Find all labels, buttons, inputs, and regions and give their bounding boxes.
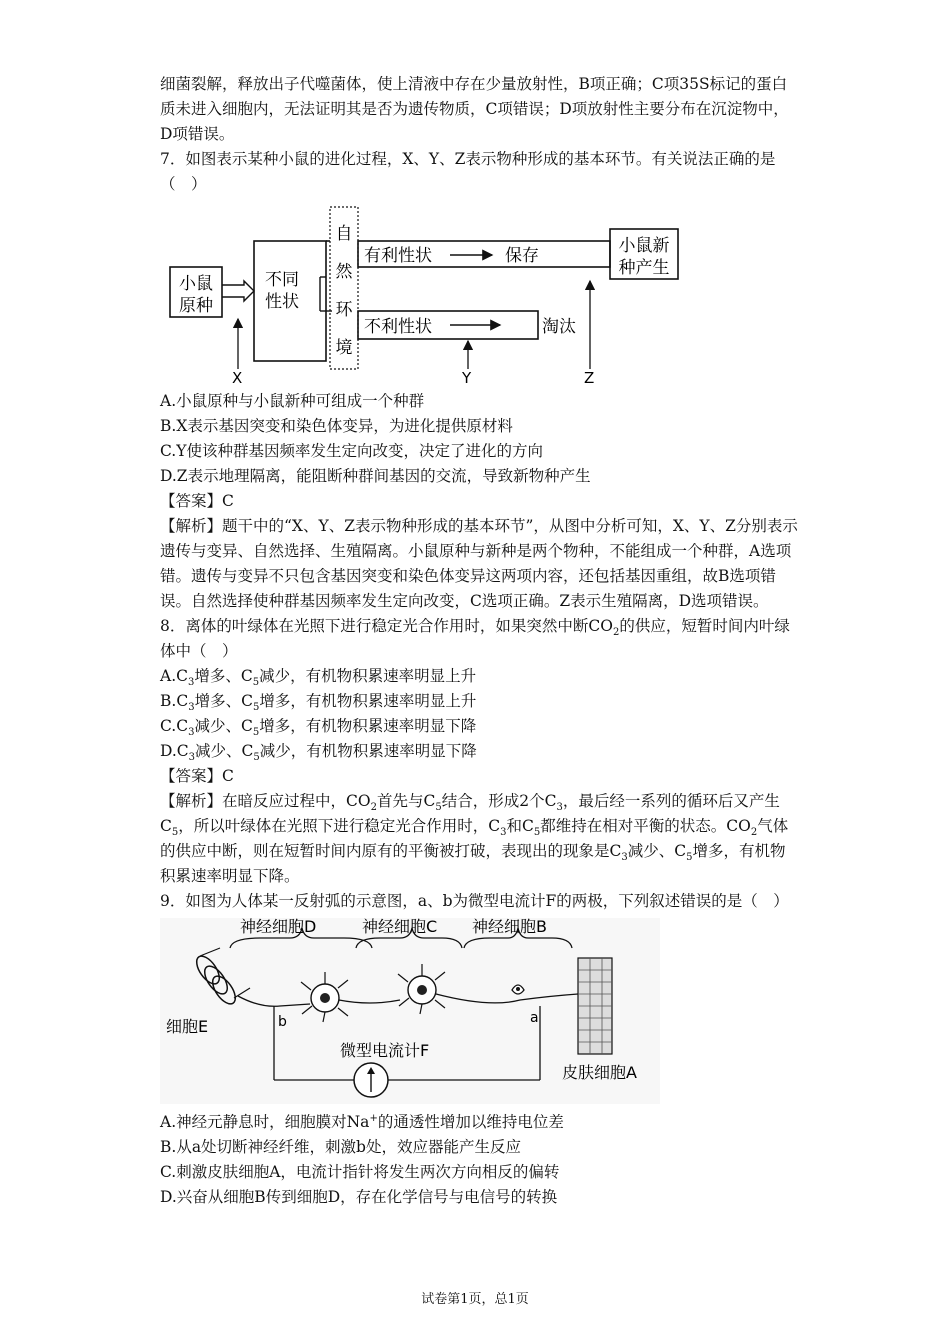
option-9b: B.从a处切断神经纤维，刺激b处，效应器能产生反应 [160,1138,521,1156]
question-9-stem: 9．如图为人体某一反射弧的示意图，a、b为微型电流计F的两极，下列叙述错误的是（ ） [160,892,789,910]
label-z: Z [584,369,595,383]
answer-8: 【答案】C [160,767,234,785]
svg-text:原种: 原种 [179,296,213,316]
label-pole-a: a [530,1010,539,1026]
label-cell-e: 细胞E [166,1017,209,1036]
label-keep: 保存 [505,246,539,266]
label-bad: 不利性状 [364,317,432,337]
question-8-stem: 8．离体的叶绿体在光照下进行稳定光合作用时，如果突然中断$CO_2$的供应，短暂时间内叶绿体中（ ） [160,617,790,660]
label-elim: 淘汰 [542,317,576,337]
option-9a: A.神经元静息时，细胞膜对Na+的通透性增加以维持电位差 [160,1112,564,1131]
option-8b: $B.C_3$增多、$C_5$增多，有机物积累速率明显上升 [160,692,477,714]
option-8c: $C.C_3$减少、$C_5$增多，有机物积累速率明显下降 [160,717,477,739]
label-new-species: 小鼠新 [618,236,670,256]
label-good: 有利性状 [364,246,432,266]
svg-text:种产生: 种产生 [618,258,670,278]
svg-text:环: 环 [335,300,353,320]
option-9c: C.刺激皮肤细胞A，电流计指针将发生两次方向相反的偏转 [160,1163,560,1181]
label-x: X [232,369,243,383]
label-pole-b: b [278,1014,287,1030]
option-7a: A.小鼠原种与小鼠新种可组成一个种群 [160,392,425,410]
label-origin: 小鼠 [179,274,213,294]
page-footer: 试卷第1页，总1页 [421,1292,529,1307]
mouse-evolution-diagram [160,201,800,383]
label-skin-a: 皮肤细胞A [562,1063,637,1082]
document-body [160,72,800,1210]
label-neuron-c: 神经细胞C [362,918,438,936]
reflex-arc-diagram [160,918,660,1104]
option-8a: $A.C_3$增多、$C_5$减少，有机物积累速率明显上升 [160,667,477,689]
figure-mouse-evolution [160,201,800,383]
explanation-8: 【解析】在暗反应过程中，$CO_2$首先与$C_5$结合，形成2个$C_3$，最后经一系列的循环后又产生$C_5$，所以叶绿体在光照下进行稳定光合作用时，$C_3$和$C_5$都维持在相对平衡的状态。$CO_2$气体的供应中断，则在短暂时间内原有的平衡被打破，表现出的现象是$C_3$减少、$C_5$增多，有机物积累速率明显下降。 [160,792,789,885]
label-meter-f: 微型电流计F [340,1041,430,1060]
svg-text:境: 境 [335,338,353,358]
label-neuron-b: 神经细胞B [472,918,547,936]
label-diff: 不同 [265,270,299,290]
figure-reflex-arc [160,918,800,1104]
skin-cell-a [578,958,612,1054]
paragraph-q6-explanation-end: 细菌裂解，释放出子代噬菌体，使上清液中存在少量放射性，B项正确；C项35S标记的蛋白质未进入细胞内，无法证明其是否为遗传物质，C项错误；D项放射性主要分布在沉淀物中，D项错误。 [160,75,789,143]
explanation-7: 【解析】题干中的“X、Y、Z表示物种形成的基本环节”，从图中分析可知，X、Y、Z分别表示遗传与变异、自然选择、生殖隔离。小鼠原种与新种是两个物种，不能组成一个种群，A选项错。遗传与变异不只包含基因突变和染色体变异这两项内容，还包括基因重组，故B选项错误。自然选择使种群基因频率发生定向改变，C选项正确。Z表示生殖隔离，D选项错误。 [160,517,798,610]
option-7c: C.Y使该种群基因频率发生定向改变，决定了进化的方向 [160,442,543,460]
svg-text:然: 然 [335,262,353,282]
label-env: 自 [335,224,353,244]
svg-text:性状: 性状 [265,292,299,312]
option-7b: B.X表示基因突变和染色体变异，为进化提供原材料 [160,417,513,435]
answer-7: 【答案】C [160,492,234,510]
option-8d: $D.C_3$减少、$C_5$减少，有机物积累速率明显下降 [160,742,477,764]
option-7d: D.Z表示地理隔离，能阻断种群间基因的交流，导致新物种产生 [160,467,591,485]
option-9d: D.兴奋从细胞B传到细胞D，存在化学信号与电信号的转换 [160,1188,558,1206]
question-7-stem: 7．如图表示某种小鼠的进化过程，X、Y、Z表示物种形成的基本环节。有关说法正确的是（ ） [160,150,776,193]
label-neuron-d: 神经细胞D [240,918,317,936]
label-y: Y [462,369,472,383]
